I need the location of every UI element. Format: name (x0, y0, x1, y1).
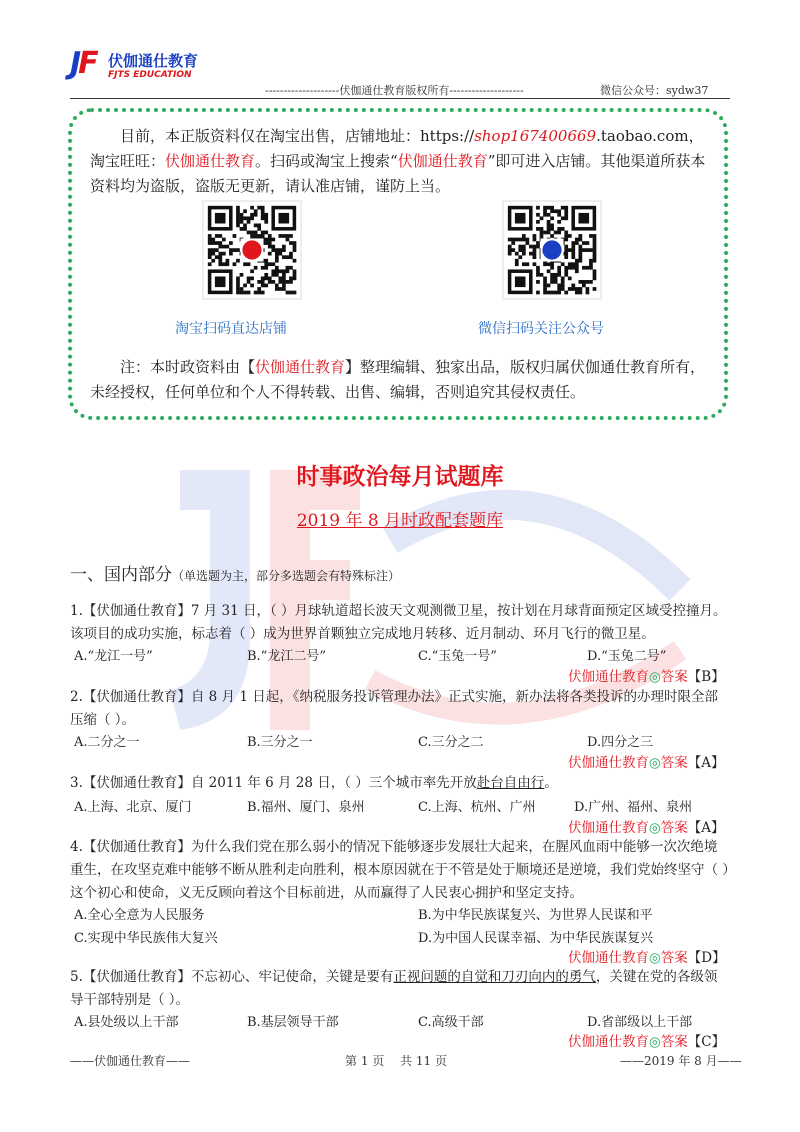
question-5-text: 5.【伏伽通仕教育】不忘初心、牢记使命，关键是要有正视问题的自觉和刀刃向内的勇气，关键在党的各级领导干部特别是（ ）。 (70, 969, 718, 1008)
wechat-qr-code[interactable] (502, 200, 602, 300)
brand-logo (70, 46, 210, 92)
question-3-text: 3.【伏伽通仕教育】自 2011 年 6 月 28 日，（ ）三个城市率先开放赴台自由行。 (70, 775, 558, 791)
page-number: 第 1 页 共 11 页 (345, 1054, 447, 1068)
question-4-option-c: C.实现中华民族伟大复兴 (74, 931, 218, 946)
question-3-answer: 伏伽通仕教育◎答案【A】 (568, 820, 725, 836)
question-4-option-b: B.为中华民族谋复兴、为世界人民谋和平 (418, 908, 653, 923)
section-heading: 一、国内部分（单选题为主，部分多选题会有特殊标注） (70, 565, 401, 585)
question-5-option-b: B.基层领导干部 (247, 1015, 339, 1030)
question-2-text: 2.【伏伽通仕教育】自 8 月 1 日起，《纳税服务投诉管理办法》正式实施，新办法将各类投诉的办理时限全部压缩（ ）。 (70, 689, 718, 728)
check-icon: ◎ (649, 755, 661, 771)
question-1-option-a: A.“龙江一号” (74, 649, 153, 664)
check-icon: ◎ (649, 950, 661, 966)
question-2-option-a: A.二分之一 (74, 735, 140, 750)
question-1-option-d: D.“玉兔二号” (587, 649, 667, 664)
question-1-answer: 伏伽通仕教育◎答案【B】 (568, 669, 725, 685)
logo-chinese-name: 伏伽通仕教育 (108, 52, 199, 70)
store-name-search: 伏伽通仕教育 (397, 152, 488, 170)
store-url[interactable]: shop167400669 (474, 127, 597, 145)
question-2-answer: 伏伽通仕教育◎答案【A】 (568, 755, 725, 771)
header-wechat-id: 微信公众号：sydw37 (600, 84, 709, 97)
taobao-qr-code[interactable] (202, 200, 302, 300)
question-5-option-d: D.省部级以上干部 (587, 1015, 693, 1030)
logo-mark: JF (70, 46, 96, 81)
check-icon: ◎ (649, 820, 661, 836)
question-1-option-b: B.“龙江二号” (247, 649, 326, 664)
page-subtitle: 2019 年 8 月时政配套题库 (296, 511, 504, 531)
copyright-brand: 伏伽通仕教育 (255, 358, 346, 376)
question-1-text: 1.【伏伽通仕教育】7 月 31 日，（ ）月球轨道超长波天文观测微卫星，按计划在月球背面预定区域受控撞月。该项目的成功实施，标志着（ ）成为世界首颗独立完成地月转移、近月制动、环月飞行的微卫星。 (70, 603, 727, 642)
taobao-qr-caption: 淘宝扫码直达店铺 (175, 321, 287, 337)
section-note: （单选题为主，部分多选题会有特殊标注） (172, 569, 401, 583)
notice-paragraph-store: 目前，本正版资料仅在淘宝出售，店铺地址：https://shop167400669.taobao.com，淘宝旺旺：伏伽通仕教育。扫码或淘宝上搜索“伏伽通仕教育”即可进入店铺。其他渠道所获本资料均为盗版，盗版无更新，请认准店铺，谨防上当。 (90, 127, 706, 195)
logo-english-name: FJTS EDUCATION (108, 70, 192, 80)
question-3-option-b: B.福州、厦门、泉州 (247, 800, 365, 815)
question-2-option-b: B.三分之一 (247, 735, 313, 750)
header-rule (70, 98, 730, 99)
store-name: 伏伽通仕教育 (165, 152, 256, 170)
question-4-answer: 伏伽通仕教育◎答案【D】 (568, 950, 726, 966)
question-2-option-d: D.四分之三 (587, 735, 654, 750)
wechat-qr-caption: 微信扫码关注公众号 (478, 321, 604, 337)
footer-date: ——2019 年 8 月—— (620, 1054, 742, 1068)
question-4-option-d: D.为中国人民谋幸福、为中华民族谋复兴 (418, 931, 654, 946)
page-title: 时事政治每月试题库 (296, 464, 504, 490)
question-4-option-a: A.全心全意为人民服务 (74, 908, 205, 923)
question-3-option-d: D.广州、福州、泉州 (574, 800, 693, 815)
question-2-option-c: C.三分之二 (418, 735, 484, 750)
footer-brand: ——伏伽通仕教育—— (70, 1054, 191, 1068)
question-5-answer: 伏伽通仕教育◎答案【C】 (568, 1034, 726, 1050)
question-3-option-a: A.上海、北京、厦门 (74, 800, 192, 815)
question-1-option-c: C.“玉兔一号” (418, 649, 497, 664)
check-icon: ◎ (649, 669, 661, 685)
question-5-option-c: C.高级干部 (418, 1015, 484, 1030)
question-4-text: 4.【伏伽通仕教育】为什么我们党在那么弱小的情况下能够逐步发展壮大起来，在腥风血雨中能够一次次绝境重生，在攻坚克难中能够不断从胜利走向胜利，根本原因就在于不管是处于顺境还是逆境，我们党始终坚守（ ）这个初心和使命，义无反顾向着这个目标前进，从而赢得了人民衷心拥护和坚定支持。 (70, 839, 730, 901)
check-icon: ◎ (649, 1034, 661, 1050)
notice-paragraph-copyright: 注：本时政资料由【伏伽通仕教育】整理编辑、独家出品，版权归属伏伽通仕教育所有，未经授权，任何单位和个人不得转载、出售、编辑，否则追究其侵权责任。 (90, 358, 706, 401)
question-3-option-c: C.上海、杭州、广州 (418, 800, 536, 815)
question-5-option-a: A.县处级以上干部 (74, 1015, 179, 1030)
header-copyright: --------------------伏伽通仕教育版权所有-------------------- (265, 84, 524, 97)
